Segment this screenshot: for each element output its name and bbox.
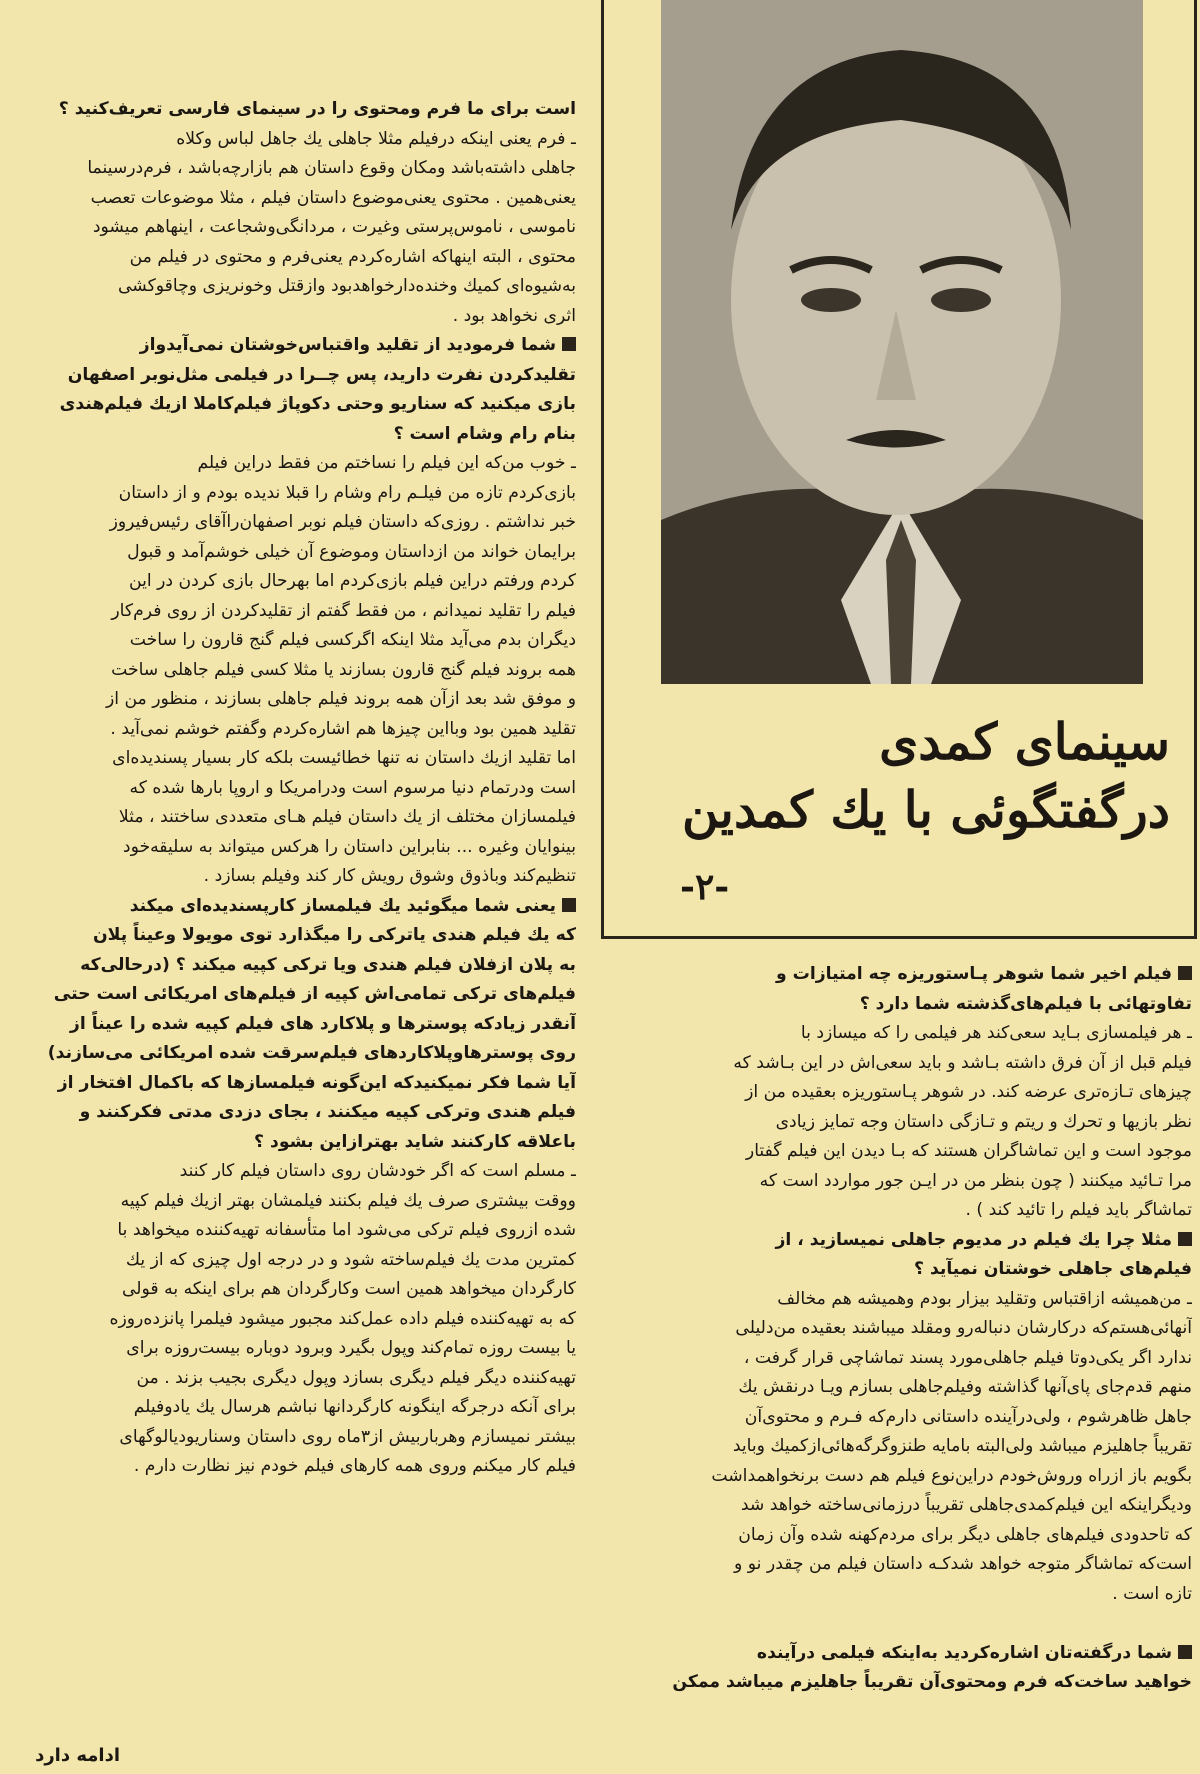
headline-line-2: درگفتگوئی با یك کمدین [682, 780, 1170, 839]
answer-line [612, 1609, 1192, 1639]
question-line [0, 361, 576, 391]
part-label: -۲- [680, 866, 730, 908]
answer-line [0, 302, 576, 332]
answer-line [0, 744, 576, 774]
line-text: تفاوتهائی با فیلم‌های‌گذشته شما دارد ؟ [859, 993, 1192, 1014]
question-marker-icon [1178, 966, 1192, 980]
answer-line [0, 685, 576, 715]
line-text: ـ مسلم است که اگر خودشان روی داستان فیلم کار کنند [179, 1161, 576, 1181]
line-text: جاهلی داشته‌باشد ومکان وقوع داستان هم بازارچه‌باشد ، فرم‌درسینما [87, 158, 576, 178]
line-text: ووقت بیشتری صرف یك فیلم بکنند فیلمشان بهتر ازیك فیلم کپیه [120, 1190, 576, 1211]
line-text: ودیگراینکه این فیلم‌کمدی‌جاهلی تقریباً درزمانی‌ساخته خواهد شد [740, 1495, 1192, 1515]
line-text: فیلم‌های جاهلی خوشتان نمیآید ؟ [914, 1259, 1192, 1279]
line-text: آنقدر زیادکه پوسترها و پلاکارد های فیلم کپیه شده را عیناً از [69, 1013, 576, 1034]
question-line [0, 921, 576, 951]
line-text: به پلان ازفلان فیلم هندی ویا ترکی کپیه میکند ؟ (درحالی‌که [80, 954, 576, 975]
answer-line [0, 1423, 576, 1453]
line-text: بگویم باز ازراه وروش‌خودم دراین‌نوع فیلم هم دست برنخواهمداشت [711, 1465, 1192, 1486]
line-text: خبر نداشتم . روزی‌که داستان فیلم نوبر اصفهان‌راآقای رئیس‌فیروز [109, 512, 576, 532]
line-text: ـ فرم یعنی اینکه درفیلم مثلا جاهلی یك جاهل لباس وکلاه [176, 128, 576, 149]
line-text: تقلیدکردن نفرت دارید، پس چــرا در فیلمی مثل‌نوبر اصفهان [67, 364, 576, 385]
line-text: فیلم اخیر شما شوهر پـاستوریزه چه امتیازات و [775, 964, 1172, 984]
line-text: موجود است و این تماشاگران هستند که بـا دیدن این فیلم گفتار [745, 1141, 1192, 1161]
line-text: برای آنکه درجرگه اینگونه کارگردانها نباشم هرسال یك یادوفیلم [133, 1397, 576, 1417]
line-text: تهیه‌کننده دیگر فیلم دیگری بسازد وپول دیگری بجیب بزند . من [136, 1367, 576, 1388]
line-text: برایمان خواند من ازداستان وموضوع آن خیلی خوشم‌آمد و قبول [127, 541, 576, 562]
answer-line [0, 184, 576, 214]
line-text: ناموسی ، ناموس‌پرستی وغیرت ، مردانگی‌وشجاعت ، اینهاهم میشود [92, 217, 576, 237]
line-text: شما فرمودید از تقلید واقتباس‌خوشتان نمی‌آیدواز [139, 335, 556, 355]
line-text: بنام رام وشام است ؟ [393, 423, 576, 444]
question-line [612, 990, 1192, 1020]
answer-line [0, 833, 576, 863]
line-text: به‌شیوه‌ای کمیك وخنده‌دارخواهدبود وازقتل وخونریزی وچاقوکشی [117, 276, 576, 296]
line-text: شما درگفته‌تان اشاره‌کردید به‌اینکه فیلمی درآینده [756, 1642, 1172, 1663]
question-line [0, 390, 576, 420]
answer-line [0, 1216, 576, 1246]
question-line [0, 980, 576, 1010]
answer-line [612, 1403, 1192, 1433]
line-text: فیلمسازان مختلف از یك داستان فیلم هـای متعددی ساختند ، مثلا [118, 807, 576, 827]
answer-line [0, 567, 576, 597]
line-text: آیا شما فکر نمیکنیدکه این‌گونه فیلمسازها که باکمال افتخار از [57, 1072, 576, 1093]
line-text: که به تهیه‌کننده فیلم داده عمل‌کند مجبور میشود فیلمرا پانزده‌روزه [109, 1308, 576, 1329]
question-line [0, 1010, 576, 1040]
line-text: کمترین مدت یك فیلم‌ساخته شود و در درجه اول چیزی که از یك [125, 1249, 576, 1270]
question-line [0, 1069, 576, 1099]
line-text: چیزهای تـازه‌تری عرضه کند. در شوهر پـاستوریزه بعقیده‌ من از [745, 1082, 1192, 1102]
line-text: که یك فیلم هندی یاترکی را میگذارد توی مویولا وعیناً پلان [92, 925, 576, 945]
line-text: فیلم هندی وترکی کپیه میکنند ، بجای دزدی مدتی فکرکنند و [79, 1102, 576, 1122]
answer-line [612, 1521, 1192, 1551]
answer-line [0, 1364, 576, 1394]
line-text: اما تقلید ازیك داستان نه تنها خطائیست بلکه کار بسیار پسندیده‌ای [112, 748, 576, 768]
answer-line [612, 1373, 1192, 1403]
question-line [0, 1039, 576, 1069]
answer-line [0, 243, 576, 273]
line-text: تقریباً جاهلیزم میباشد ولی‌البته بامایه طنزوگرگه‌هائی‌ازکمیك وباید [732, 1436, 1192, 1456]
answer-line [612, 1167, 1192, 1197]
answer-line [612, 1108, 1192, 1138]
question-line [612, 960, 1192, 990]
question-line [0, 331, 576, 361]
answer-line [612, 1078, 1192, 1108]
answer-line [0, 626, 576, 656]
question-marker-icon [1178, 1645, 1192, 1659]
line-text: اثری نخواهد بود . [452, 305, 576, 326]
question-line [0, 95, 576, 125]
line-text: دیگران بدم می‌آید مثلا اینکه اگرکسی فیلم گنج قارون را ساخت [129, 630, 576, 650]
answer-line [612, 1344, 1192, 1374]
answer-line [612, 1049, 1192, 1079]
answer-line [612, 1580, 1192, 1610]
answer-line [612, 1550, 1192, 1580]
line-text: است‌که تماشاگر متوجه خواهد شدکـه داستان فیلم من چقدر نو و [734, 1554, 1192, 1574]
question-line [0, 892, 576, 922]
line-text: است برای ما فرم ومحتوی را در سینمای فارسی تعریف‌کنید ؟ [58, 99, 576, 119]
continued-label: ادامه دارد [35, 1745, 120, 1766]
line-text: تازه است . [1112, 1583, 1192, 1604]
line-text: تنظیم‌کند وباذوق وشوق رویش کار کند وفیلم بسازد . [203, 866, 576, 886]
answer-line [612, 1285, 1192, 1315]
answer-line [0, 272, 576, 302]
line-text: ـ هر فیلمسازی بـاید سعی‌کند هر فیلمی را که میسازد با [800, 1023, 1192, 1043]
answer-line [0, 1393, 576, 1423]
line-text: روی پوسترهاوپلاکاردهای فیلم‌سرقت شده امریکائی می‌سازند) [47, 1043, 576, 1063]
question-marker-icon [1178, 1232, 1192, 1246]
line-text: ـ من‌همیشه ازاقتباس وتقلید بیزار بودم وهمیشه هم مخالف [777, 1288, 1192, 1309]
portrait-photo [661, 0, 1143, 684]
question-line [0, 1128, 576, 1158]
question-line [612, 1255, 1192, 1285]
line-text: تماشاگر باید فیلم را تائید کند ) . [965, 1200, 1192, 1220]
answer-line [0, 1246, 576, 1276]
line-text: جاهل ظاهرشوم ، ولی‌درآینده داستانی دارم‌که فـرم و محتوی‌آن [744, 1406, 1192, 1427]
line-text: است ودرتمام دنیا مرسوم است ودرامریکا و اروپا بارها شده که [129, 777, 576, 798]
line-text: فیلم کار میکنم وروی همه کارهای فیلم خودم نیز نظارت دارم . [133, 1456, 576, 1476]
line-text: مرا تـائید میکنند ( چون بنظر من در ایـن جور مواردد است که [759, 1170, 1192, 1191]
line-text: منهم قدم‌جای پای‌آنها گذاشته وفیلم‌جاهلی بسازم ویـا درنقش یك [738, 1377, 1192, 1397]
line-text: مثلا چرا یك فیلم در مدیوم جاهلی نمیسازید ، از [775, 1229, 1172, 1250]
answer-line [0, 508, 576, 538]
line-text: فیلم قبل از آن فرق داشته بـاشد و باید سعی‌اش در این بـاشد که [733, 1052, 1192, 1073]
answer-line [0, 213, 576, 243]
answer-line [612, 1314, 1192, 1344]
line-text: فیلم را تقلید نمیدانم ، من فقط گفتم از تقلیدکردن از روی فرم‌کار [111, 600, 576, 621]
line-text: باعلاقه کارکنند شاید بهترازاین بشود ؟ [254, 1131, 576, 1152]
line-text: آنهائی‌هستم‌که درکارشان دنباله‌رو ومقلد میباشند بعقیده من‌دلیلی [735, 1318, 1192, 1338]
question-line [612, 1639, 1192, 1669]
portrait-image [661, 0, 1143, 684]
answer-line [612, 1491, 1192, 1521]
answer-line [0, 1157, 576, 1187]
line-text: بیشتر نمیسازم وهرباربیش از۳ماه روی داستان وسناریودیالوگهای [119, 1426, 576, 1447]
line-text: فیلم‌های ترکی تمامی‌اش کپیه از فیلم‌های امریکائی است حتی [53, 984, 576, 1004]
line-text: یعنی‌همین . محتوی یعنی‌موضوع داستان فیلم ، مثلا موضوعات تعصب [90, 187, 576, 208]
question-marker-icon [562, 898, 576, 912]
answer-line [0, 862, 576, 892]
answer-line [0, 1187, 576, 1217]
answer-line [0, 449, 576, 479]
line-text: و موفق شد بعد ازآن همه بروند فیلم جاهلی بسازند ، منظور من از [105, 689, 576, 709]
answer-line [612, 1432, 1192, 1462]
line-text: تقلید همین بود وبااین چیزها هم اشاره‌کردم وگفتم خوشم نمی‌آید . [110, 718, 576, 739]
question-line [0, 951, 576, 981]
answer-line [0, 1334, 576, 1364]
answer-line [0, 1452, 576, 1482]
answer-line [612, 1462, 1192, 1492]
line-text: بازی میکنید که سناریو وحتی دکوپاژ فیلم‌کاملا ازیك فیلم‌هندی [59, 394, 576, 414]
line-text: کردم ورفتم دراین فیلم بازی‌کردم اما بهرحال بازی کردن در این [129, 571, 576, 591]
question-line [612, 1668, 1192, 1698]
answer-line [0, 125, 576, 155]
line-text: ـ خوب من‌که این فیلم را نساختم من فقط دراین فیلم [197, 453, 576, 473]
line-text: خواهید ساخت‌که فرم ومحتوی‌آن تقریباً جاهلیزم میباشد ممکن [672, 1672, 1192, 1692]
line-text: بازی‌کردم تازه من فیلـم رام وشام را قبلا ندیده بودم و از داستان [118, 482, 576, 503]
answer-line [0, 154, 576, 184]
right-column-text [612, 960, 1192, 1698]
line-text: که تاحدودی فیلم‌های جاهلی دیگر برای مردم‌کهنه شده وآن زمان [738, 1524, 1192, 1545]
answer-line [0, 656, 576, 686]
answer-line [0, 538, 576, 568]
line-text: شده ازروی فیلم ترکی می‌شود اما متأسفانه تهیه‌کننده میخواهد با [117, 1220, 576, 1240]
line-text: محتوی ، البته اینهاکه اشاره‌کردم یعنی‌فرم و محتوی در فیلم من [129, 246, 576, 267]
answer-line [0, 1305, 576, 1335]
answer-line [612, 1019, 1192, 1049]
answer-line [0, 715, 576, 745]
question-marker-icon [562, 337, 576, 351]
line-text: یا بیست روزه تمام‌کند وپول بگیرد وبرود دوباره بیست‌روزه برای [126, 1338, 576, 1358]
line-text: یعنی شما میگوئید یك فیلمساز کارپسندیده‌ای میکند [129, 895, 556, 916]
headline-line-1: سینمای کمدی [879, 712, 1170, 771]
answer-line [612, 1196, 1192, 1226]
line-text: کارگردان میخواهد همین است وکارگردان هم برای اینکه به قولی [121, 1279, 576, 1299]
answer-line [0, 479, 576, 509]
question-line [612, 1226, 1192, 1256]
answer-line [0, 774, 576, 804]
line-text: بینوایان وغیره ... بنابراین داستان را هرکس میتواند به سلیقه‌خود [122, 836, 576, 857]
answer-line [0, 597, 576, 627]
question-line [0, 1098, 576, 1128]
left-column-text [0, 95, 576, 1482]
line-text: نظر بازیها و تحرك و ریتم و تـازگی داستان وجه تمایز زیادی [775, 1111, 1192, 1132]
answer-line [0, 1275, 576, 1305]
answer-line [612, 1137, 1192, 1167]
answer-line [0, 803, 576, 833]
line-text: ندارد اگر یکی‌دوتا فیلم جاهلی‌مورد پسند تماشاچی قرار گرفت ، [743, 1347, 1192, 1368]
question-line [0, 420, 576, 450]
line-text: همه بروند فیلم گنج قارون بسازند یا مثلا کسی فیلم جاهلی ساخت [111, 659, 576, 680]
